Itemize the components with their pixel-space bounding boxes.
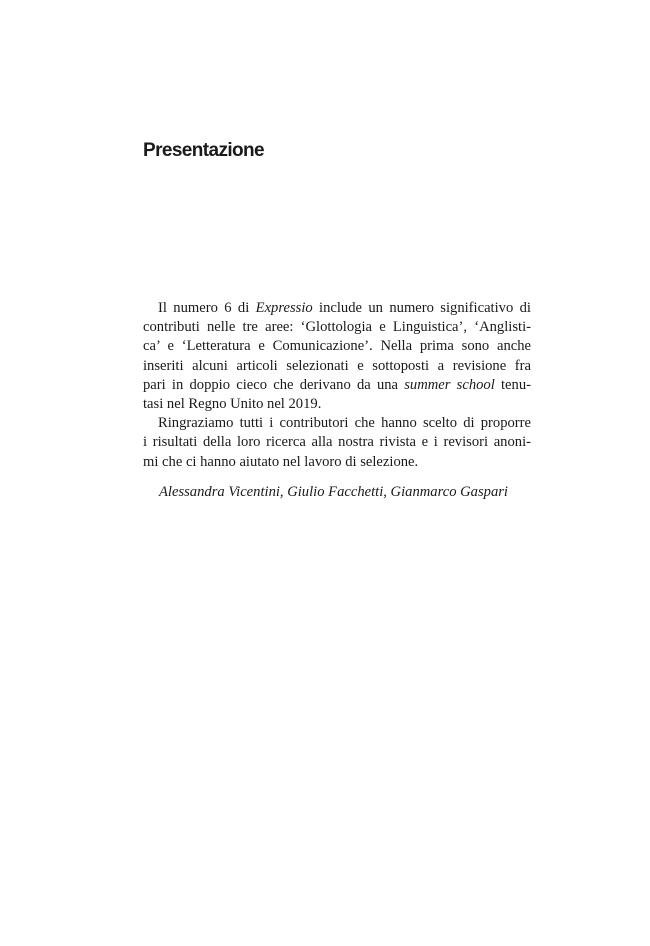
journal-title: Expressio: [255, 300, 313, 316]
text-run: include un numero significativo di: [312, 300, 531, 316]
paragraph-2: [143, 414, 531, 472]
text-line: [143, 376, 531, 395]
signature: Alessandra Vicentini, Giulio Facchetti, Gianmarco Gaspari: [159, 483, 508, 500]
text-line: mi che ci hanno aiutato nel lavoro di selezione.: [143, 453, 419, 470]
paragraph-1: [143, 299, 531, 414]
text-line: i risultati della loro ricerca alla nostra rivista e i revisori anoni-: [143, 434, 531, 451]
text-run: pari in doppio cieco che derivano da una: [143, 376, 405, 393]
text-run: Il numero 6 di: [158, 300, 256, 316]
text-run: tenu-: [494, 376, 531, 393]
page-title: Presentazione: [143, 140, 265, 161]
text-line: Ringraziamo tutti i contributori che hanno scelto di proporre: [158, 415, 531, 432]
text-line: ca’ e ‘Letteratura e Comunicazione’. Nella prima sono anche: [143, 338, 531, 355]
text-line: contributi nelle tre aree: ‘Glottologia e Linguistica’, ‘Anglisti-: [143, 319, 531, 336]
text-line: [143, 299, 531, 318]
text-line: tasi nel Regno Unito nel 2019.: [143, 395, 322, 412]
emphasis-text: summer school: [404, 376, 495, 393]
body-text: [143, 299, 531, 502]
text-line: inseriti alcuni articoli selezionati e sottoposti a revisione fra: [143, 357, 531, 374]
